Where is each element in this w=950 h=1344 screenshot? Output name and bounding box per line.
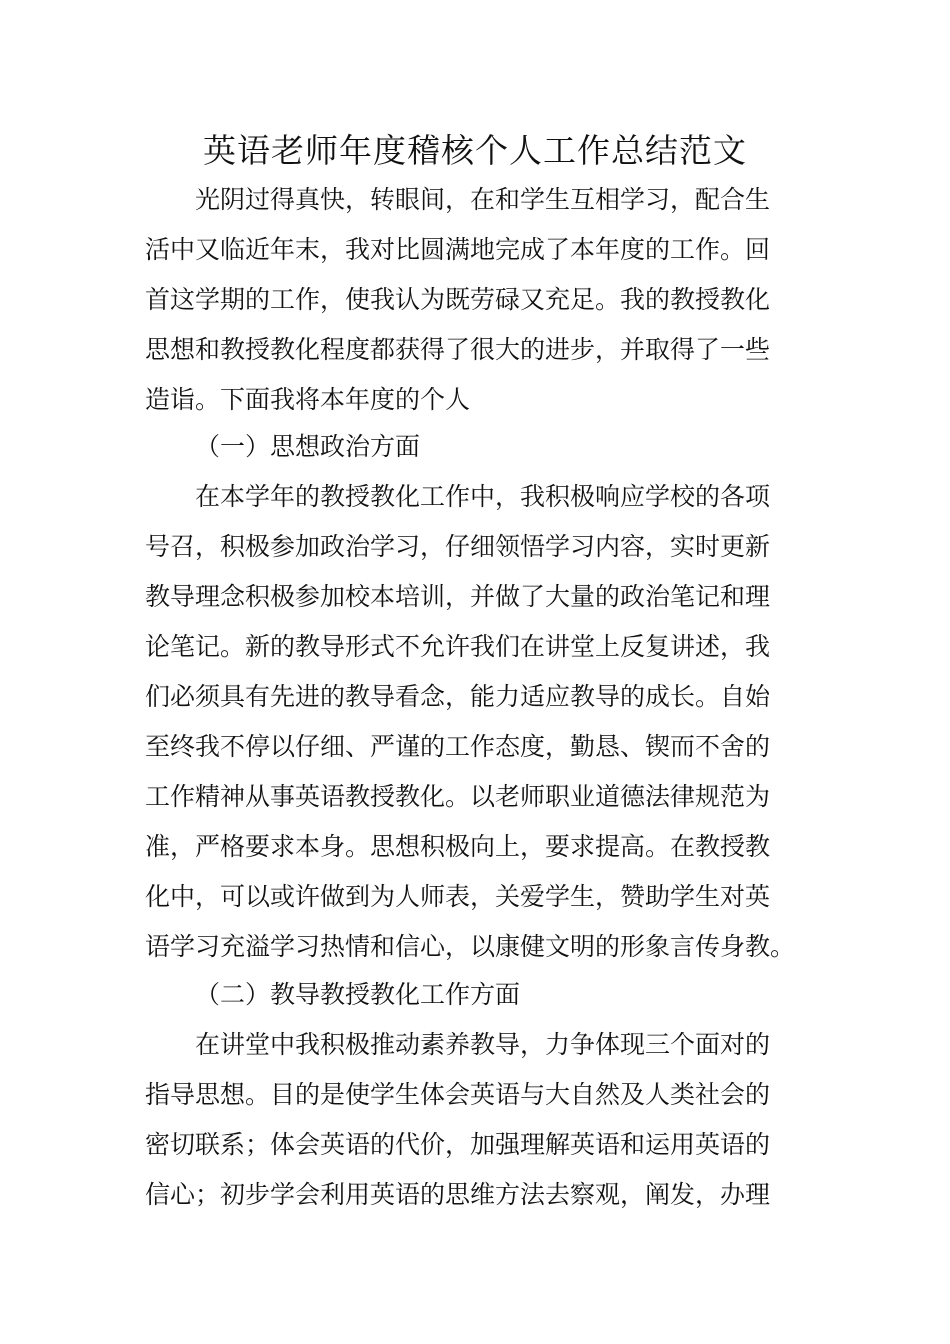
paragraph-line: 思想和教授教化程度都获得了很大的进步，并取得了一些 [145,335,771,364]
paragraph-line: 在本学年的教授教化工作中，我积极响应学校的各项 [195,482,771,511]
paragraph-line: 指导思想。目的是使学生体会英语与大自然及人类社会的 [145,1080,771,1109]
paragraph-line: 号召，积极参加政治学习，仔细领悟学习内容，实时更新 [145,532,771,561]
paragraph-teaching [145,1020,815,1220]
paragraph-intro [145,175,815,425]
paragraph-line: 至终我不停以仔细、严谨的工作态度，勤恳、锲而不舍的 [145,732,771,761]
paragraph-line: 在讲堂中我积极推动素养教导，力争体现三个面对的 [195,1030,771,1059]
paragraph-line: 工作精神从事英语教授教化。以老师职业道德法律规范为 [145,782,771,811]
paragraph-line: 化中，可以或许做到为人师表，关爱学生，赞助学生对英 [145,882,771,911]
paragraph-line: 语学习充溢学习热情和信心，以康健文明的形象言传身教。 [145,932,796,961]
section-heading-text: （一）思想政治方面 [195,432,421,461]
paragraph-line: 光阴过得真快，转眼间，在和学生互相学习，配合生 [195,185,771,214]
paragraph-line: 密切联系；体会英语的代价，加强理解英语和运用英语的 [145,1130,771,1159]
paragraph-line: 教导理念积极参加校本培训，并做了大量的政治笔记和理 [145,582,771,611]
paragraph-line: 活中又临近年末，我对比圆满地完成了本年度的工作。回 [145,235,771,264]
paragraph-line: 信心；初步学会利用英语的思维方法去察观，阐发，办理 [145,1180,771,1209]
document-title: 英语老师年度稽核个人工作总结范文 [203,131,747,170]
paragraph-line: 们必须具有先进的教导看念，能力适应教导的成长。自始 [145,682,771,711]
paragraph-line: 论笔记。新的教导形式不允许我们在讲堂上反复讲述，我 [145,632,771,661]
paragraph-ideology [145,472,815,972]
section-heading-1 [145,422,815,472]
paragraph-line: 首这学期的工作，使我认为既劳碌又充足。我的教授教化 [145,285,771,314]
section-heading-2 [145,970,815,1020]
paragraph-line: 造诣。下面我将本年度的个人 [145,385,471,414]
section-heading-text: （二）教导教授教化工作方面 [195,980,521,1009]
paragraph-line: 准，严格要求本身。思想积极向上，要求提高。在教授教 [145,832,771,861]
